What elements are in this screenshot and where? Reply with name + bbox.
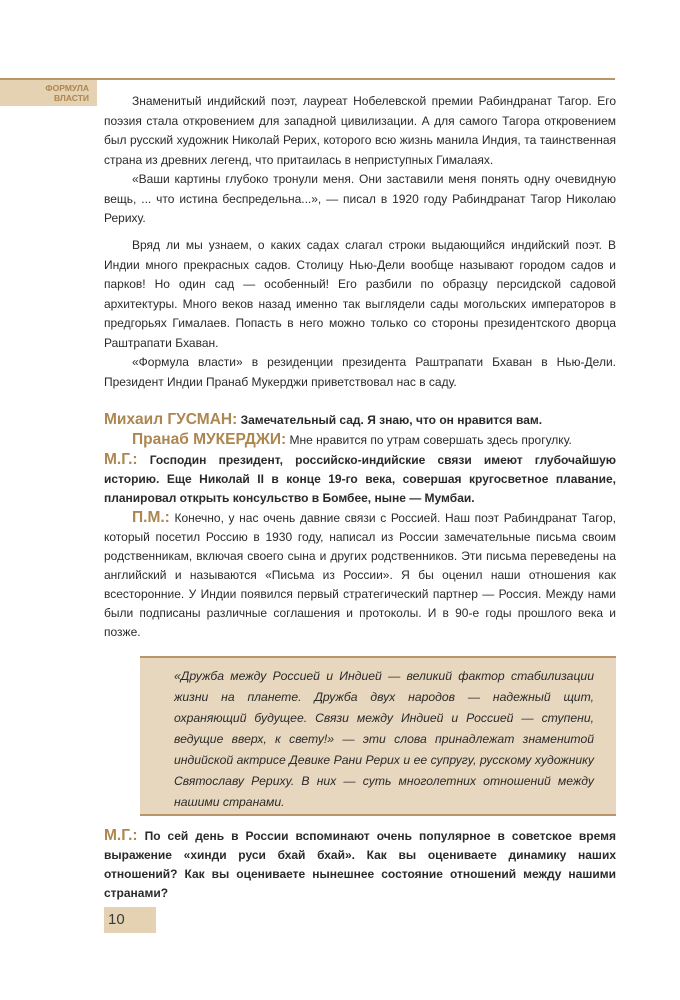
dialogue-line [104, 508, 616, 642]
speaker-name: Пранаб МУКЕРДЖИ: [132, 431, 287, 448]
section-tag-line2: ВЛАСТИ [53, 92, 89, 103]
intro-section [104, 92, 616, 229]
dialogue-line [104, 430, 616, 450]
dialogue-text: Замечательный сад. Я знаю, что он нравится вам. [240, 413, 543, 427]
speaker-name: М.Г.: [104, 451, 138, 468]
speaker-name: М.Г.: [104, 827, 138, 844]
dialogue-text: Мне нравится по утрам совершать здесь прогулку. [289, 433, 572, 447]
intro-paragraph: Знаменитый индийский поэт, лауреат Нобелевской премии Рабиндранат Тагор. Его поэзия стала откровением для западной цивилизации. А для самого Тагора откровением был русский художник Николай Рерих, которого всю жизнь манила Индия, та таинственная страна из древних легенд, что притаилась в неприступных Гималаях. [104, 94, 616, 167]
dialogue-text: Конечно, у нас очень давние связи с Россией. Наш поэт Рабиндранат Тагор, который посетил Россию в 1930 году, написал из России замечательные письма своим родственникам, включая своего сына и других родственников. Эти письма переведены на английский и называются «Письма из России». Я бы оценил наши отношения как всесторонние. У Индии появился первый стратегический партнер — Россия. Между нами были подписаны различные соглашения и протоколы. И в 90-е годы прошлого века и позже. [104, 511, 617, 639]
interview-section [104, 410, 616, 642]
dialogue-text: По сей день в России вспоминают очень популярное в советское время выражение «хинди руси бхай бхай». Как вы оцениваете динамику наших отношений? Как вы оцениваете нынешнее состояние отношений между нашими странами? [104, 829, 616, 900]
gardens-paragraph: Вряд ли мы узнаем, о каких садах слагал строки выдающийся индийский поэт. В Индии много прекрасных садов. Столицу Нью-Дели вообще называют городом садов и парков! Но один сад — особенный! Его разбили по образцу персидской садовой архитектуры. Много веков назад именно так выглядели сады могольских императоров в предгорьях Гималаев. Попасть в него можно только со стороны президентского дворца Раштрапати Бхаван. [104, 238, 616, 350]
gardens-section [104, 236, 616, 392]
quote-text: «Дружба между Россией и Индией — великий фактор стабилизации жизни на планете. Дружба двух народов — надежный щит, охраняющий будущее. Связи между Индией и Россией — ступени, ведущие вверх, к свету!» — эти слова принадлежат знаменитой индийской актрисе Девике Рани Рерих и ее супругу, русскому художнику Святославу Рериху. В них — суть многолетних отношений между нашими странами. [174, 669, 594, 809]
section-tag-line1: ФОРМУЛА [45, 83, 89, 93]
quote-box [140, 656, 616, 816]
gardens-paragraph: «Формула власти» в резиденции президента Раштрапати Бхаван в Нью-Дели. Президент Индии Пранаб Мукерджи приветствовал нас в саду. [104, 355, 616, 389]
final-question [104, 826, 616, 903]
speaker-name: Михаил ГУСМАН: [104, 411, 238, 428]
section-tag [0, 80, 97, 106]
dialogue-line [104, 410, 616, 430]
page-number: 10 [104, 907, 156, 933]
dialogue-line [104, 826, 616, 903]
intro-paragraph: «Ваши картины глубоко тронули меня. Они заставили меня понять одну очевидную вещь, ... что истина беспредельна...», — писал в 1920 году Рабиндранат Тагор Николаю Рериху. [104, 172, 616, 225]
dialogue-text: Господин президент, российско-индийские связи имеют глубочайшую историю. Еще Николай II в конце 19-го века, совершая кругосветное плавание, планировал открыть консульство в Бомбее, ныне — Мумбаи. [104, 453, 616, 505]
dialogue-line [104, 450, 616, 508]
speaker-name: П.М.: [132, 509, 170, 526]
